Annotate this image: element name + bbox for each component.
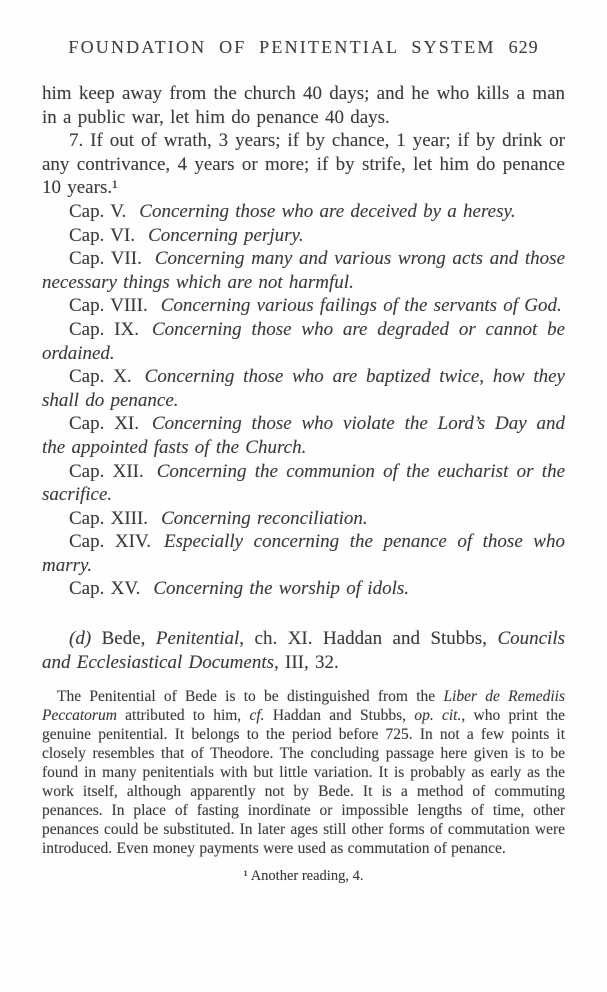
chapter-label: Cap. VII. bbox=[69, 248, 142, 270]
chapter-entry bbox=[42, 318, 565, 365]
chapter-label: Cap. VI. bbox=[69, 224, 136, 246]
chapter-entry bbox=[42, 460, 565, 507]
chapter-entry bbox=[42, 247, 565, 294]
note-text: Haddan and Stubbs, bbox=[264, 707, 415, 725]
chapter-label: Cap. VIII. bbox=[69, 295, 148, 317]
chapter-entry bbox=[42, 200, 565, 224]
citation-text: , III, 32. bbox=[274, 651, 339, 673]
citation-text: , ch. XI. Haddan and Stubbs, bbox=[239, 628, 498, 650]
chapter-entry bbox=[42, 507, 565, 531]
note-text: attributed to him, bbox=[116, 707, 250, 725]
page-header bbox=[42, 37, 565, 58]
chapter-label: Cap. XIV. bbox=[69, 531, 151, 553]
chapter-description: Concerning various failings of the servants of God. bbox=[160, 295, 562, 317]
note-text: The Penitential of Bede is to be distinguished from the bbox=[57, 688, 444, 706]
chapter-entry bbox=[42, 294, 565, 318]
note-abbreviation: cf. bbox=[249, 707, 265, 725]
chapter-description: Concerning perjury. bbox=[148, 224, 304, 246]
chapter-label: Cap. V. bbox=[69, 200, 127, 222]
paragraph-continuation: him keep away from the church 40 days; and he who kills a man in a public war, let him do penance 40 days. bbox=[42, 83, 565, 128]
chapter-label: Cap. XII. bbox=[69, 460, 144, 482]
chapter-description: Concerning the communion of the eucharist or the sacrifice. bbox=[42, 460, 565, 506]
chapter-description: Concerning those who violate the Lord’s Day and the appointed fasts of the Church. bbox=[42, 413, 565, 458]
note-text: , who print the genuine penitential. It belongs to the period before 725. In not a few points it closely resembles that of Theodore. The concluding passage here given is to be found in many penitentials with but little variation. It is probably as early as the work itself, although apparently not by Bede. It is a method of commuting penances. In place of fasting inordinate or impossible lengths of time, other penances could be substituted. In later ages still other forms of commutation were introduced. Even money payments were used as commutation of penance. bbox=[42, 707, 565, 858]
page-title: FOUNDATION OF PENITENTIAL SYSTEM bbox=[68, 37, 496, 57]
chapter-label: Cap. XIII. bbox=[69, 507, 149, 529]
chapter-label: Cap. IX. bbox=[69, 318, 139, 340]
citation-work-title: Councils and Ecclesiastical Documents bbox=[42, 628, 565, 673]
chapter-description: Concerning those who are degraded or cannot be ordained. bbox=[42, 318, 565, 364]
page-number: 629 bbox=[508, 37, 539, 57]
chapter-label: Cap. XI. bbox=[69, 413, 139, 435]
chapter-description: Concerning many and various wrong acts and those necessary things which are not harmful. bbox=[42, 248, 565, 293]
chapter-entry bbox=[42, 224, 565, 248]
citation-text: Bede, bbox=[91, 628, 156, 650]
chapter-entry bbox=[42, 365, 565, 412]
chapter-label: Cap. XV. bbox=[69, 578, 141, 600]
chapter-description: Especially concerning the penance of those who marry. bbox=[42, 531, 565, 576]
chapter-entry bbox=[42, 530, 565, 577]
citation-line bbox=[42, 627, 565, 674]
chapter-label: Cap. X. bbox=[69, 366, 132, 388]
chapter-description: Concerning reconciliation. bbox=[161, 507, 368, 529]
paragraph-item-7: 7. If out of wrath, 3 years; if by chance, 1 year; if by drink or any contrivance, 4 years or more; if by strife, let him do penance 10 years.¹ bbox=[42, 130, 565, 199]
note-work-title: Liber de Remediis Peccatorum bbox=[42, 688, 565, 725]
chapter-description: Concerning those who are baptized twice, how they shall do penance. bbox=[42, 366, 565, 411]
footnote: ¹ Another reading, 4. bbox=[243, 868, 364, 885]
chapter-entry bbox=[42, 412, 565, 459]
editorial-note bbox=[42, 687, 565, 858]
chapter-entry bbox=[42, 577, 565, 601]
chapter-description: Concerning the worship of idols. bbox=[153, 578, 410, 600]
chapter-description: Concerning those who are deceived by a heresy. bbox=[139, 200, 516, 222]
citation-item-letter: (d) bbox=[69, 628, 92, 650]
citation-work-title: Penitential bbox=[155, 628, 240, 650]
note-abbreviation: op. cit. bbox=[414, 707, 462, 725]
